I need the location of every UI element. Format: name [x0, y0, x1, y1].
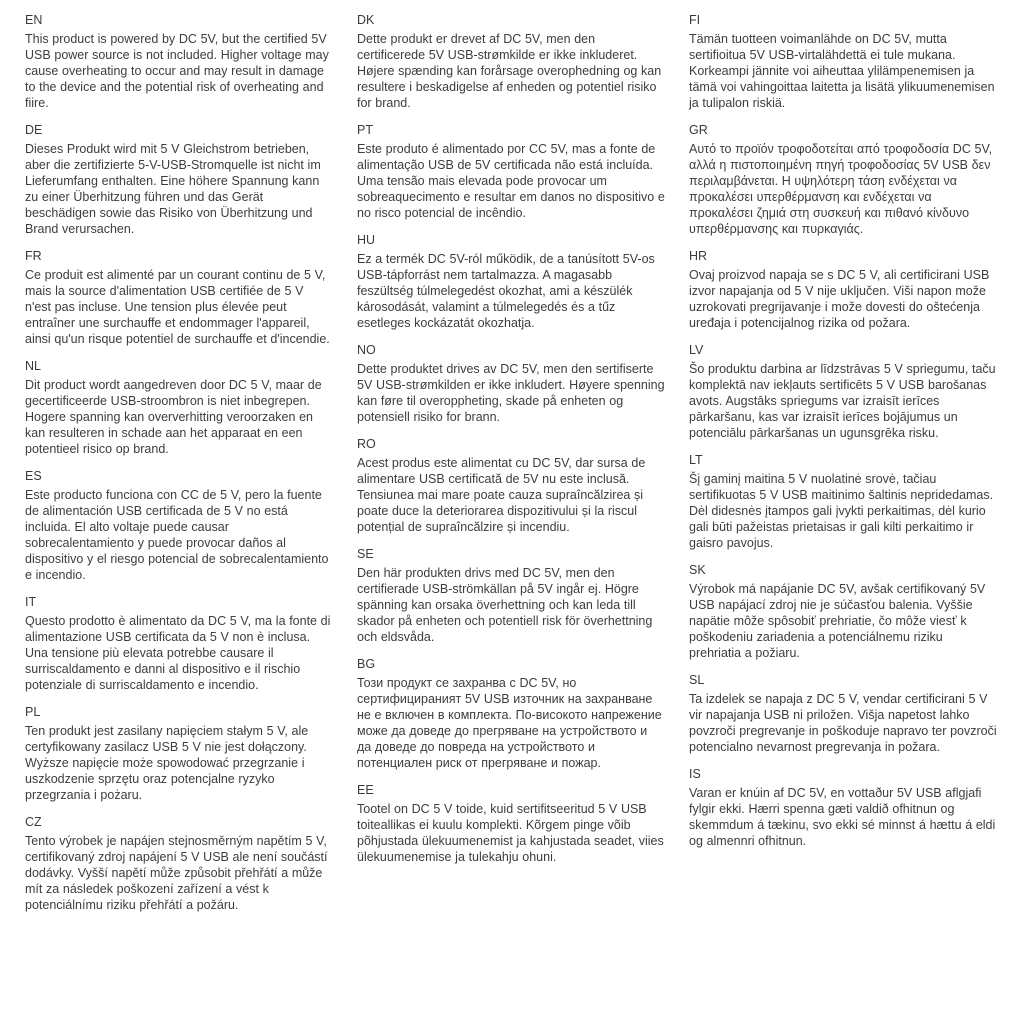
- language-text-it: Questo prodotto è alimentato da DC 5 V, ma la fonte di alimentazione USB certificata da 5 V non è inclusa. Una tensione più elevata potrebbe causare il surriscaldamento e danni al dispositivo e il rischio potenziale di surriscaldamento e incendio.: [25, 614, 331, 692]
- text-column-2: [357, 12, 665, 1014]
- language-text-bg: Този продукт се захранва с DC 5V, но сертифицираният 5V USB източник на захранване не е включен в комплекта. По-високото напрежение може да доведе до прегряване на устройството и да доведе до повреда на устройството и потенциален риск от прегряване и пожар.: [357, 676, 662, 770]
- language-code-hu: HU: [357, 233, 376, 247]
- language-code-sk: SK: [689, 563, 706, 577]
- lang-section-cz: [25, 814, 333, 913]
- language-text-gr: Αυτό το προϊόν τροφοδοτείται από τροφοδοσία DC 5V, αλλά η πιστοποιημένη πηγή τροφοδοσίας 5V USB δεν περιλαμβάνεται. Η υψηλότερη τάση ενδέχεται να προκαλέσει υπερθέρμανση και ενδέχεται να προκαλέσει ζημιά στη συσκευή και πιθανό κίνδυνο υπερθέρμανσης και πυρκαγιάς.: [689, 142, 993, 236]
- lang-section-sl: [689, 672, 997, 755]
- lang-section-no: [357, 342, 665, 425]
- language-text-ee: Tootel on DC 5 V toide, kuid sertifitseeritud 5 V USB toiteallikas ei kuulu komplekti. Kõrgem pinge võib põhjustada ülekuumenemist ja kahjustada seadet, viies ülekuumenemise ja tulekahju ohuni.: [357, 802, 664, 864]
- language-code-is: IS: [689, 767, 701, 781]
- language-text-es: Este producto funciona con CC de 5 V, pero la fuente de alimentación USB certificada de 5 V no está incluida. El alto voltaje puede causar sobrecalentamiento y puede provocar daños al dispositivo y el riesgo potencial de sobrecalentamiento e incendio.: [25, 488, 329, 582]
- language-text-ro: Acest produs este alimentat cu DC 5V, dar sursa de alimentare USB certificată de 5V nu este inclusă. Tensiunea mai mare poate cauza supraîncălzirea și poate duce la deteriorarea dispozitivului și la riscul potențial de supraîncălzire și incendiu.: [357, 456, 646, 534]
- language-text-hu: Ez a termék DC 5V-ról működik, de a tanúsított 5V-os USB-tápforrást nem tartalmazza. A magasabb feszültség túlmelegedést okozhat, ami a készülék károsodását, valamint a túlmelegedés és a tűz esetleges kockázatát okozhatja.: [357, 252, 655, 330]
- language-code-bg: BG: [357, 657, 376, 671]
- language-code-pt: PT: [357, 123, 373, 137]
- lang-section-dk: [357, 12, 665, 111]
- lang-section-hr: [689, 248, 997, 331]
- language-text-dk: Dette produkt er drevet af DC 5V, men den certificerede 5V USB-strømkilde er ikke inkluderet. Højere spænding kan forårsage overophedning og kan resultere i beskadigelse af enheden og potentiel risiko for brand.: [357, 32, 662, 110]
- lang-section-fr: [25, 248, 333, 347]
- language-code-ro: RO: [357, 437, 376, 451]
- language-code-es: ES: [25, 469, 42, 483]
- lang-section-lv: [689, 342, 997, 441]
- lang-section-pt: [357, 122, 665, 221]
- language-code-se: SE: [357, 547, 374, 561]
- language-text-no: Dette produktet drives av DC 5V, men den sertifiserte 5V USB-strømkilden er ikke inkludert. Høyere spenning kan føre til overoppheting, skade på enheten og potensiell risiko for brann.: [357, 362, 665, 424]
- language-text-nl: Dit product wordt aangedreven door DC 5 V, maar de gecertificeerde USB-stroombron is niet inbegrepen. Hogere spanning kan oververhitting veroorzaken en kan resulteren in schade aan het apparaat en een potentieel risico op brand.: [25, 378, 322, 456]
- language-code-lt: LT: [689, 453, 703, 467]
- lang-section-lt: [689, 452, 997, 551]
- language-text-fi: Tämän tuotteen voimanlähde on DC 5V, mutta sertifioitua 5V USB-virtalähdettä ei tule mukana. Korkeampi jännite voi aiheuttaa ylilämpenemisen ja tämä voi vahingoittaa laitetta ja lisätä ylikuumenemisen ja tulipalon riskiä.: [689, 32, 995, 110]
- lang-section-pl: [25, 704, 333, 803]
- language-text-pl: Ten produkt jest zasilany napięciem stałym 5 V, ale certyfikowany zasilacz USB 5 V nie jest dołączony. Wyższe napięcie może spowodować przegrzanie i uszkodzenie sprzętu oraz potencjalne ryzyko przegrzania i pożaru.: [25, 724, 309, 802]
- language-code-cz: CZ: [25, 815, 42, 829]
- language-code-lv: LV: [689, 343, 704, 357]
- language-text-fr: Ce produit est alimenté par un courant continu de 5 V, mais la source d'alimentation USB certifiée de 5 V n'est pas incluse. Une tension plus élevée peut entraîner une surchauffe et endommager l'appareil, ainsi qu'un risque potentiel de surchauffe et d'incendie.: [25, 268, 330, 346]
- language-code-dk: DK: [357, 13, 375, 27]
- language-text-pt: Este produto é alimentado por CC 5V, mas a fonte de alimentação USB de 5V certificada não está incluída. Uma tensão mais elevada pode provocar um sobreaquecimento e resultar em danos no dispositivo e no risco potencial de incêndio.: [357, 142, 665, 220]
- text-column-1: [25, 12, 333, 1014]
- language-code-ee: EE: [357, 783, 374, 797]
- language-text-lv: Šo produktu darbina ar līdzstrāvas 5 V spriegumu, taču komplektā nav iekļauts sertificēts 5 V USB barošanas avots. Augstāks spriegums var izraisīt ierīces pārkaršanu, kas var izraisīt ierīces bojājumus un potenciālu pārkaršanas un ugunsgrēka risku.: [689, 362, 996, 440]
- language-code-nl: NL: [25, 359, 41, 373]
- language-text-sl: Ta izdelek se napaja z DC 5 V, vendar certificirani 5 V vir napajanja USB ni priložen. Višja napetost lahko povzroči pregrevanje in poškoduje napravo ter povzroči potencialno nevarnost pregrevanja in požara.: [689, 692, 997, 754]
- lang-section-fi: [689, 12, 997, 111]
- lang-section-bg: [357, 656, 665, 771]
- language-text-lt: Šį gaminį maitina 5 V nuolatinė srovė, tačiau sertifikuotas 5 V USB maitinimo šaltinis nepridedamas. Dėl didesnės įtampos gali įvykti perkaitimas, dėl kurio gali būti pažeistas prietaisas ir gali kilti perkaitimo ir gaisro pavojus.: [689, 472, 994, 550]
- language-code-hr: HR: [689, 249, 708, 263]
- language-code-it: IT: [25, 595, 37, 609]
- lang-section-ee: [357, 782, 665, 865]
- lang-section-se: [357, 546, 665, 645]
- lang-section-nl: [25, 358, 333, 457]
- language-text-cz: Tento výrobek je napájen stejnosměrným napětím 5 V, certifikovaný zdroj napájení 5 V USB ale není součástí dodávky. Vyšší napětí může způsobit přehřátí a může mít za následek poškození zařízení a vést k potenciálnímu riziku přehřátí a požáru.: [25, 834, 328, 912]
- language-text-hr: Ovaj proizvod napaja se s DC 5 V, ali certificirani USB izvor napajanja od 5 V nije uključen. Viši napon može uzrokovati pregrijavanje i može dovesti do oštećenja uređaja i potencijalnog rizika od požara.: [689, 268, 990, 330]
- language-text-de: Dieses Produkt wird mit 5 V Gleichstrom betrieben, aber die zertifizierte 5-V-USB-Stromquelle ist nicht im Lieferumfang enthalten. Eine höhere Spannung kann zu einer Überhitzung führen und das Gerät beschädigen sowie das Risiko von Überhitzung und Brand verursachen.: [25, 142, 321, 236]
- language-code-sl: SL: [689, 673, 705, 687]
- language-text-en: This product is powered by DC 5V, but the certified 5V USB power source is not included. Higher voltage may cause overheating to occur and may result in damage to the device and the potential risk of overheating and fiire.: [25, 32, 329, 110]
- language-code-no: NO: [357, 343, 376, 357]
- text-column-3: [689, 12, 997, 1014]
- language-code-pl: PL: [25, 705, 41, 719]
- language-text-se: Den här produkten drivs med DC 5V, men den certifierade USB-strömkällan på 5V ingår ej. Högre spänning kan orsaka överhettning och kan leda till skador på enheten och potentiell risk för överhettning och eldsvåda.: [357, 566, 653, 644]
- lang-section-hu: [357, 232, 665, 331]
- language-code-en: EN: [25, 13, 43, 27]
- lang-section-sk: [689, 562, 997, 661]
- language-code-fi: FI: [689, 13, 701, 27]
- language-code-fr: FR: [25, 249, 42, 263]
- lang-section-gr: [689, 122, 997, 237]
- language-text-is: Varan er knúin af DC 5V, en vottaður 5V USB aflgjafi fylgir ekki. Hærri spenna gæti valdið ofhitnun og skemmdum á tækinu, svo ekki sé minnst á hættu á eldi og almennri ofhitnun.: [689, 786, 996, 848]
- lang-section-es: [25, 468, 333, 583]
- language-text-sk: Výrobok má napájanie DC 5V, avšak certifikovaný 5V USB napájací zdroj nie je súčasťou balenia. Vyššie napätie môže spôsobiť prehriatie, čo môže viesť k poškodeniu zariadenia a potenciálnemu riziku prehriatia a požiaru.: [689, 582, 986, 660]
- lang-section-en: [25, 12, 333, 111]
- lang-section-ro: [357, 436, 665, 535]
- language-code-gr: GR: [689, 123, 708, 137]
- language-code-de: DE: [25, 123, 43, 137]
- lang-section-de: [25, 122, 333, 237]
- lang-section-is: [689, 766, 997, 849]
- lang-section-it: [25, 594, 333, 693]
